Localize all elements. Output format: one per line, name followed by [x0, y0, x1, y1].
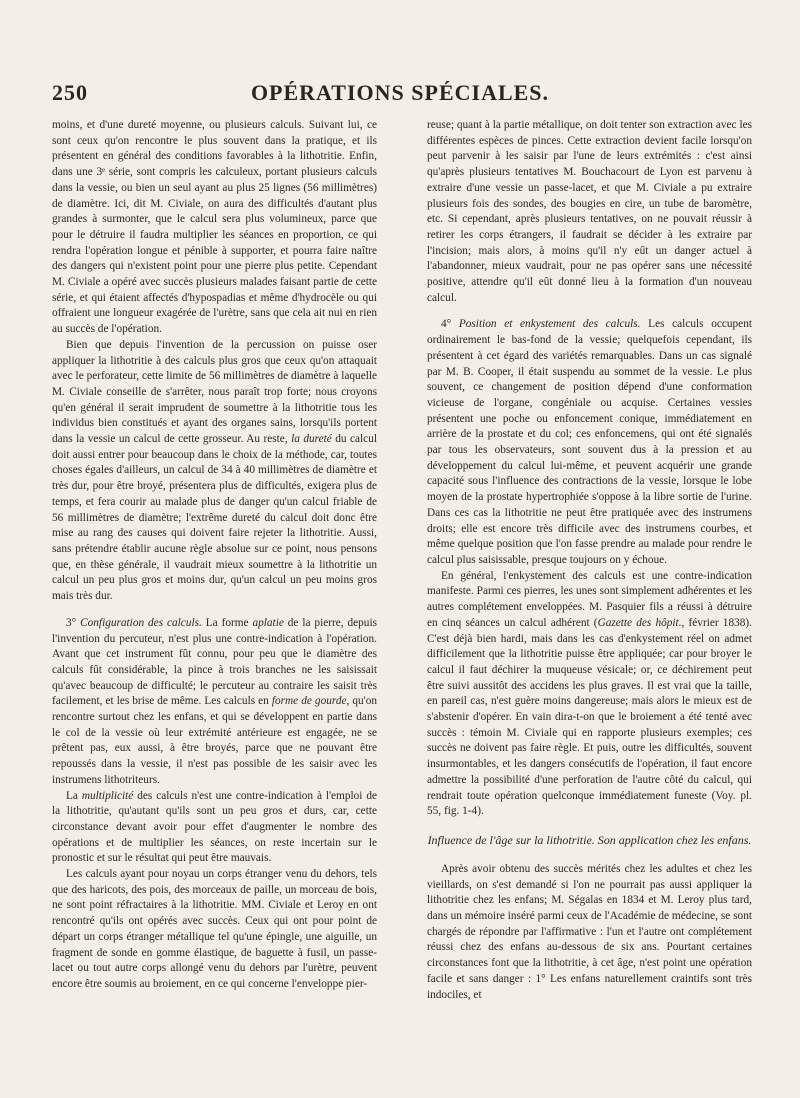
- subsection-heading: Influence de l'âge sur la lithotritie. Son application chez les enfans.: [427, 832, 752, 847]
- running-head: OPÉRATIONS SPÉCIALES.: [250, 80, 550, 105]
- paragraph: La multiplicité des calculs n'est une contre-indication à l'emploi de la lithotritie, qu'autant qu'ils sont un peu gros et durs, car, cette circonstance devant avoir pour effet d'augmenter le nombre des opérations et de multiplier les séances, on reste incertain sur le pronostic et sur le résultat qui peut être mauvais.: [52, 789, 377, 865]
- section-configuration: 3° Configuration des calculs. La forme aplatie de la pierre, depuis l'invention du percuteur, n'est plus une contre-indication à l'opération. Avant que cet instrument fût connu, pour peu que le diamètre des calculs fût considérable, la pince à trois branches ne les saisissait qu'avec beaucoup de difficulté; le percuteur au contraire les saisit très facilement, et les brise de même. Les calculs en forme de gourde, qu'on rencontre surtout chez les enfans, et qui se développent en partie dans le col de la vessie où leur extrémité antérieure est engagée, ne se prêtent pas, eux aussi, à être broyés, parce que ne pouvant être repoussés dans la vessie, il n'est pas possible de les saisir avec les instrumens lithotriteurs.: [52, 616, 377, 786]
- paragraph: Bien que depuis l'invention de la percussion on puisse oser appliquer la lithotritie à des calculs plus gros que ceux qu'on attaquait avec le perforateur, cette limite de 56 millimètres de diamètre à laquelle M. Civiale conseille de s'arrêter, nous paraît trop forte; nous croyons qu'en général il serait imprudent de soumettre à la lithotritie tous les individus bien constitués et ayant des organes sains, lorsqu'ils portent dans la vessie un calcul de cette grosseur. Au reste, la dureté du calcul doit aussi entrer pour beaucoup dans le choix de la méthode, car, toutes choses égales d'ailleurs, un calcul de 34 à 40 millimètres de diamètre et très dur, pour être broyé, présentera plus de difficultés, exigera plus de temps, et fera courir au malade plus de danger qu'un calcul friable de 56 millimètres de diamètre; l'extrême dureté du calcul doit donc être mise au rang des causes qui doivent faire rejeter la lithotritie. Aussi, sans prétendre établir aucune règle absolue sur ce point, nous pensons que, en thèse générale, il vaudrait mieux soumettre à la lithotritie un calcul un peu plus gros et moins dur, qu'un calcul un peu moins gros mais très dur.: [52, 338, 377, 603]
- section-title: Position et enkystement des calculs.: [458, 318, 641, 331]
- right-column: [427, 118, 752, 1003]
- left-column: [52, 118, 377, 993]
- paragraph: En général, l'enkystement des calculs est une contre-indication manifeste. Parmi ces pierres, les unes sont simplement adhérentes et les autres complétement enveloppées. M. Pasquier fils a réussi à détruire en cinq séances un calcul adhérent (Gazette des hôpit., février 1838). C'est déjà bien hardi, mais dans les cas d'enkystement réel on admet difficilement que la lithotritie puisse être appliquée; car pour broyer le calcul il faut déchirer la muqueuse vésicale; or, ce déchirement peut être suivi aussitôt des accidens les plus graves. Il est vrai que la taille, en pareil cas, n'est guère moins dangereuse; mais alors le mieux est de s'abstenir d'opérer. En vain dira-t-on que le broiement a été tenté avec succès : témoin M. Civiale qui en rapporte plusieurs exemples; ces succès ne doivent pas faire règle. Et puis, outre les difficultés, souvent insurmontables, et les dangers consécutifs de l'opération, il faut encore admettre la possibilité d'une perforation de l'autre côté du calcul, qui rendrait toute opération quelconque immédiatement funeste (Voy. pl. 55, fig. 1-4).: [427, 569, 752, 818]
- paragraph: Après avoir obtenu des succès mérités chez les adultes et chez les vieillards, on s'est demandé si l'on ne pourrait pas aussi appliquer la lithotritie chez les enfans; M. Ségalas en 1834 et M. Leroy plus tard, dans un mémoire inséré parmi ceux de l'Académie de médecine, se sont chargés de répondre par l'affirmative : l'un et l'autre ont complétement réussi chez des enfans au-dessous de six ans. Pourtant certaines circonstances font que la lithotritie, à cet âge, n'est point une opération facile et sans danger : 1° Les enfans naturellement craintifs sont très indociles, et: [427, 862, 752, 1001]
- paragraph: Les calculs ayant pour noyau un corps étranger venu du dehors, tels que des haricots, des pois, des morceaux de paille, un morceau de bois, ne sont point réfractaires à la lithotritie. MM. Civiale et Leroy en ont rencontré qu'ils ont opérés avec succès. Ceux qui ont pour point de départ un corps étranger métallique tel qu'une épingle, une aiguille, un fragment de sonde en gomme élastique, de baguette à fusil, un passe-lacet ou tout autre corps allongé venu du dehors par l'urètre, peuvent encore être soumis au broiement, en ce qui concerne l'enveloppe pier-: [52, 868, 377, 990]
- paragraph: moins, et d'une dureté moyenne, ou plusieurs calculs. Suivant lui, ce sont ceux qu'on rencontre le plus souvent dans la pratique, et ils présentent en général des conditions favorables à la lithotritie. Enfin, dans une 3ᵉ série, sont compris les calculeux, portant plusieurs calculs dans la vessie, ou bien un seul ayant au plus 25 lignes (56 millimètres) de diamètre. Ici, dit M. Civiale, on aura des difficultés d'autant plus grandes à surmonter, que le calcul sera plus volumineux, parce que pour le détruire il faudra multiplier les séances en proportion, ce qui rendra l'opération longue et pénible à supporter, et pourra faire naître des dangers qui n'existent point pour une pierre plus petite. Cependant M. Civiale a opéré avec succès plusieurs malades faisant partie de cette série, et qui étaient affectés d'hypospadias et même d'hydrocèle ou qui offraient une longueur exagérée de l'urètre, sans que cela ait nui en rien au succès de l'opération.: [52, 119, 377, 336]
- page-number: 250: [52, 80, 88, 105]
- section-position: 4° Position et enkystement des calculs. Les calculs occupent ordinairement le bas-fond de la vessie; quelquefois cependant, ils présentent à cet égard des variétés remarquables. Dans un cas signalé par M. B. Cooper, il était suspendu au sommet de la vessie. Le plus souvent, ce changement de position dépend d'une conformation vicieuse de l'organe, congéniale ou acquise. Certaines vessies présentent une poche ou enfoncement conique, immédiatement en arrière de la prostate et du col; ces enfoncemens, qui ont été signalés par tous les observateurs, sont souvent dus à la pression et au développement du calcul lui-même, et peuvent acquérir une grande capacité sous l'influence des contractions de la vessie, lorsque le lobe moyen de la prostate hypertrophiée s'oppose à la libre sortie de l'urine. Dans ces cas la lithotritie ne peut être pratiquée avec des instrumens droits; elle est encore très difficile avec des instrumens courbes, et même quelque position que l'on fasse prendre au malade pour rendre le calcul plus saisissable, presque toujours on y échoue.: [427, 318, 752, 566]
- section-title: Configuration des calculs.: [80, 616, 202, 629]
- paragraph: reuse; quant à la partie métallique, on doit tenter son extraction avec les différentes espèces de pinces. Cette extraction devient facile lorsqu'on peut parvenir à les saisir par l'une de leurs extrémités : c'est ainsi qu'après plusieurs tentatives M. Bouchacourt de Lyon est parvenu à extraire d'une vessie un passe-lacet, et que M. Civiale a pu extraire plusieurs fois des sondes, des bougies en cire, un tube de baromètre, etc. Si cependant, après plusieurs tentatives, on ne pouvait réussir à retirer les corps étrangers, il faudrait se décider à les extraire par l'incision; mais alors, à moins qu'il n'y eût un danger actuel à l'abandonner, mieux vaudrait, pour ne pas opérer sans une nécessité positive, attendre qu'il eût donné lieu à la formation d'un nouveau calcul.: [427, 119, 752, 304]
